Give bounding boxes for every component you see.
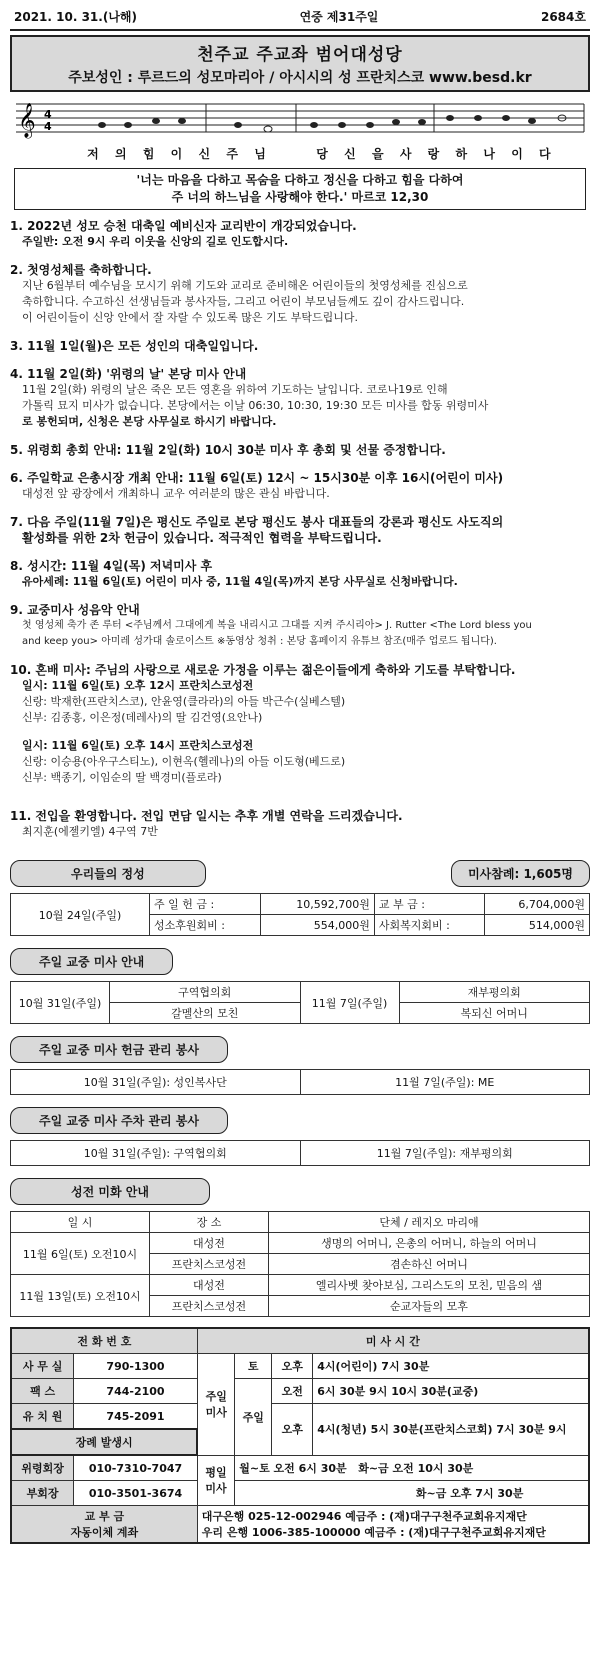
lyric: 저 (87, 147, 101, 161)
wedding-bride: 신부: 백종기, 이임순의 딸 백경미(플로라) (22, 771, 222, 784)
offering-header (10, 854, 590, 893)
bank-accounts (197, 1506, 589, 1544)
issue-number: 2684호 (540, 10, 586, 24)
notice-item (10, 338, 590, 354)
svg-text:4: 4 (44, 120, 52, 133)
notice-heading: 4. 11월 2일(화) '위령의 날' 본당 미사 안내 (10, 367, 247, 381)
notice-item (10, 662, 590, 786)
notice-item (10, 808, 590, 840)
notice-heading: 7. 다음 주일(11월 7일)은 평신도 주일로 본당 평신도 봉사 대표들의 강론과 평신도 사도직의 (10, 515, 504, 529)
offering-value: 10,592,700원 (260, 894, 374, 915)
beautify-table (10, 1211, 590, 1317)
service-entry: 11월 7일(주일): 재부평의회 (300, 1141, 590, 1166)
offering-table (10, 893, 590, 936)
guide-date: 11월 7일(주일) (300, 982, 399, 1024)
liturgical-week: 연중 제31주일 (299, 10, 379, 24)
pm-label: 오후 (272, 1354, 313, 1379)
funeral-head-number: 010-7310-7047 (74, 1455, 198, 1481)
offering-value: 554,000원 (260, 915, 374, 936)
hymn-lyrics (10, 145, 590, 164)
lyric: 힘 (142, 147, 157, 161)
guide-group: 갈멜산의 모친 (110, 1003, 301, 1024)
lyric: 의 (114, 147, 129, 161)
beautify-date: 11월 6일(토) 오전10시 (11, 1233, 150, 1275)
bank-account: 우리 은행 1006-385-100000 예금주 : (재)대구구천주교회유지재단 (201, 1526, 546, 1539)
service-entry: 10월 31일(주일): 성인복사단 (11, 1070, 301, 1095)
notice-item (10, 442, 590, 458)
pm-label: 오후 (272, 1404, 313, 1456)
funeral-vice-number: 010-3501-3674 (74, 1481, 198, 1506)
contact-mass-table (10, 1327, 590, 1544)
notice-body: 가톨릭 묘지 미사가 없습니다. 본당에서는 이날 06:30, 10:30, 19:30 모든 미사를 합동 위령미사 (22, 399, 489, 412)
guide-group: 구역협의회 (110, 982, 301, 1003)
wedding-groom: 신랑: 박재한(프란치스코), 안윤영(클라라)의 아들 박근수(실베스텔) (22, 695, 346, 708)
table-header: 일 시 (11, 1212, 150, 1233)
notice-heading: 2. 첫영성체를 축하합니다. (10, 263, 152, 277)
weekday-times-row (235, 1455, 589, 1481)
beautify-groups: 생명의 어머니, 은총의 어머니, 하늘의 어머니 (269, 1233, 590, 1254)
lyric: 신 (344, 147, 358, 161)
offering-label: 주 일 헌 금 : (150, 894, 261, 915)
notice-heading: 8. 성시간: 11월 4일(목) 저녁미사 후 (10, 559, 213, 573)
notice-heading: 9. 교중미사 성음악 안내 (10, 603, 140, 617)
am-label: 오전 (272, 1379, 313, 1404)
section-title: 주일 교중 미사 주차 관리 봉사 (10, 1107, 228, 1134)
notice-item (10, 514, 590, 546)
section-title: 성전 미화 안내 (10, 1178, 210, 1205)
kindergarten-label: 유 치 원 (11, 1404, 74, 1430)
notice-body: 유아세례: 11월 6일(토) 어린이 미사 중, 11월 4일(목)까지 본당 사무실로 신청바랍니다. (22, 575, 458, 588)
notice-list (10, 218, 590, 840)
guide-date: 10월 31일(주일) (11, 982, 110, 1024)
notice-body: 축하합니다. 수고하신 선생님들과 봉사자들, 그리고 어린이 부모님들께도 깊이 감사드립니다. (22, 295, 465, 308)
beautify-place: 프란치스코성전 (150, 1254, 269, 1275)
lyric: 이 (511, 147, 525, 161)
offering-label: 성소후원회비 : (150, 915, 261, 936)
offering-service-table (10, 1069, 590, 1095)
page-title: 천주교 주교좌 범어대성당 (197, 45, 403, 65)
beautify-groups: 겸손하신 어머니 (269, 1254, 590, 1275)
wedding-bride: 신부: 김종홍, 이은정(데레사)의 딸 김건영(요안나) (22, 711, 263, 724)
lyric: 사 (399, 147, 414, 161)
lyric: 당 (316, 147, 330, 161)
issue-date: 2021. 10. 31.(나해) (14, 10, 137, 24)
notice-heading: 3. 11월 1일(월)은 모든 성인의 대축일입니다. (10, 339, 259, 353)
notice-body: 11월 2일(화) 위령의 날은 죽은 모든 영혼을 위하여 기도하는 날입니다. 코로나19로 인해 (22, 383, 448, 396)
offering-label: 교 부 금 : (374, 894, 485, 915)
sunday-label: 주일 (235, 1379, 272, 1456)
fax-label: 팩 스 (11, 1379, 74, 1404)
offering-value: 514,000원 (485, 915, 590, 936)
notice-heading: 6. 주일학교 은총시장 개최 안내: 11월 6일(토) 12시 ~ 15시30분 이후 16시(어린이 미사) (10, 471, 504, 485)
sunday-pm-times: 4시(청년) 5시 30분(프란치스코회) 7시 30분 9시 (313, 1404, 589, 1456)
mass-time-title: 미 사 시 간 (197, 1328, 589, 1354)
notice-body: 최지훈(에젤키엘) 4구역 7반 (22, 825, 158, 838)
notice-heading: 5. 위령회 총회 안내: 11월 2일(화) 10시 30분 미사 후 총회 및 선물 증정합니다. (10, 443, 446, 457)
table-header: 장 소 (150, 1212, 269, 1233)
funeral-vice-label: 부회장 (11, 1481, 74, 1506)
patron-saints: 주보성인 : 루르드의 성모마리아 / 아시시의 성 프란치스코 www.besd.kr (68, 70, 532, 86)
wedding-time: 일시: 11월 6일(토) 오후 14시 프란치스코성전 (22, 739, 254, 752)
notice-item (10, 262, 590, 326)
guide-group: 재부평의회 (399, 982, 590, 1003)
notice-heading: 1. 2022년 성모 승천 대축일 예비신자 교리반이 개강되었습니다. (10, 219, 357, 233)
mass-attendance-value: 1,605명 (523, 867, 573, 881)
weekday-time: 화~금 오전 10시 30분 (358, 1461, 474, 1475)
wedding-time: 일시: 11월 6일(토) 오후 12시 프란치스코성전 (22, 679, 254, 692)
fax-number: 744-2100 (74, 1379, 198, 1404)
lyric: 님 (254, 147, 268, 161)
notice-item (10, 366, 590, 430)
weekday-mass-label: 평일 미사 (197, 1455, 235, 1506)
notice-body: 첫 영성체 축가 존 루터 <주님께서 그대에게 복을 내리시고 그대를 지켜 주시리아> J. Rutter <The Lord bless you (22, 620, 532, 631)
funeral-title: 장례 발생시 (11, 1429, 197, 1455)
notice-body: and keep you> 아미레 성가대 솔로이스트 ※동영상 청취 : 본당 홈페이지 유튜브 참조(매주 업로드 됩니다). (22, 636, 497, 647)
office-label: 사 무 실 (11, 1354, 74, 1379)
svg-text:4: 4 (44, 108, 52, 121)
notice-item (10, 218, 590, 250)
notice-item (10, 558, 590, 590)
weekday-time: 화~금 오후 7시 30분 (235, 1481, 589, 1506)
notice-item (10, 602, 590, 650)
mass-attendance (451, 860, 590, 887)
notice-heading: 활성화를 위한 2차 헌금이 있습니다. 적극적인 협력을 부탁드립니다. (22, 531, 382, 545)
phone-title: 전 화 번 호 (11, 1328, 197, 1354)
table-header: 단체 / 레지오 마리애 (269, 1212, 590, 1233)
beautify-place: 대성전 (150, 1233, 269, 1254)
wedding-groom: 신랑: 이승용(아우구스티노), 이현옥(헬레나)의 아들 이도형(베드로) (22, 755, 346, 768)
svg-text:𝄞: 𝄞 (18, 103, 36, 138)
lyric: 다 (539, 147, 553, 161)
notice-heading: 11. 전입을 환영합니다. 전입 면담 일시는 추후 개별 연락을 드리겠습니다. (10, 809, 403, 823)
notice-body: 주일반: 오전 9시 우리 이웃을 신앙의 길로 인도합시다. (22, 235, 289, 248)
beautify-groups: 엘리사벳 찾아보심, 그리스도의 모친, 믿음의 샘 (269, 1275, 590, 1296)
notice-body: 이 어린이들이 신앙 안에서 잘 자랄 수 있도록 많은 기도 부탁드립니다. (22, 311, 358, 324)
section-title: 주일 교중 미사 안내 (10, 948, 173, 975)
beautify-place: 대성전 (150, 1275, 269, 1296)
lyric: 나 (483, 147, 497, 161)
service-entry: 10월 31일(주일): 구역협의회 (11, 1141, 301, 1166)
parking-service-table (10, 1140, 590, 1166)
saturday-times: 4시(어린이) 7시 30분 (313, 1354, 589, 1379)
mass-guide-table (10, 981, 590, 1024)
beautify-place: 프란치스코성전 (150, 1296, 269, 1317)
funeral-head-label: 위령회장 (11, 1455, 74, 1481)
office-number: 790-1300 (74, 1354, 198, 1379)
kindergarten-number: 745-2091 (74, 1404, 198, 1430)
beautify-date: 11월 13일(토) 오전10시 (11, 1275, 150, 1317)
verse-line: '너는 마음을 다하고 목숨을 다하고 정신을 다하고 힘을 다하여 (136, 173, 464, 187)
offering-label: 사회복지회비 : (374, 915, 485, 936)
bank-account: 대구은행 025-12-002946 예금주 : (재)대구구천주교회유지재단 (201, 1510, 527, 1523)
offering-date: 10월 24일(주일) (11, 894, 150, 936)
sunday-am-times: 6시 30분 9시 10시 30분(교중) (313, 1379, 589, 1404)
lyric: 랑 (427, 147, 442, 161)
verse-line: 주 너의 하느님을 사랑해야 한다.' 마르코 12,30 (171, 190, 429, 204)
section-title: 우리들의 정성 (10, 860, 206, 887)
notice-item (10, 470, 590, 502)
lyric: 신 (198, 147, 213, 161)
music-staff (10, 96, 590, 142)
beautify-groups: 순교자들의 모후 (269, 1296, 590, 1317)
mass-attendance-label: 미사참례: (468, 867, 520, 881)
notice-body: 로 봉헌되며, 신청은 본당 사무실로 하시기 바랍니다. (22, 415, 277, 428)
section-title: 주일 교중 미사 헌금 관리 봉사 (10, 1036, 228, 1063)
payment-label-line: 교 부 금 (84, 1510, 125, 1523)
lyric: 주 (226, 147, 240, 161)
saturday-label: 토 (235, 1354, 272, 1379)
service-entry: 11월 7일(주일): ME (300, 1070, 590, 1095)
lyric: 하 (455, 147, 470, 161)
lyric: 을 (371, 147, 386, 161)
top-bar (10, 6, 590, 31)
scripture-verse (14, 168, 586, 210)
notice-body: 대성전 앞 광장에서 개최하니 교우 여러분의 많은 관심 바랍니다. (22, 487, 330, 500)
offering-value: 6,704,000원 (485, 894, 590, 915)
weekday-time: 월~토 오전 6시 30분 (239, 1461, 347, 1475)
payment-label-line: 자동이체 계좌 (70, 1526, 139, 1539)
notice-heading: 10. 혼배 미사: 주님의 사랑으로 새로운 가정을 이루는 젊은이들에게 축하와 기도를 부탁합니다. (10, 663, 516, 677)
sunday-mass-label: 주일 미사 (197, 1354, 235, 1456)
header-box (10, 35, 590, 92)
notice-body: 지난 6월부터 예수님을 모시기 위해 기도와 교리로 준비해온 어린이들의 첫영성체를 진심으로 (22, 279, 468, 292)
lyric: 이 (170, 147, 185, 161)
payment-label (11, 1506, 197, 1544)
guide-group: 복되신 어머니 (399, 1003, 590, 1024)
